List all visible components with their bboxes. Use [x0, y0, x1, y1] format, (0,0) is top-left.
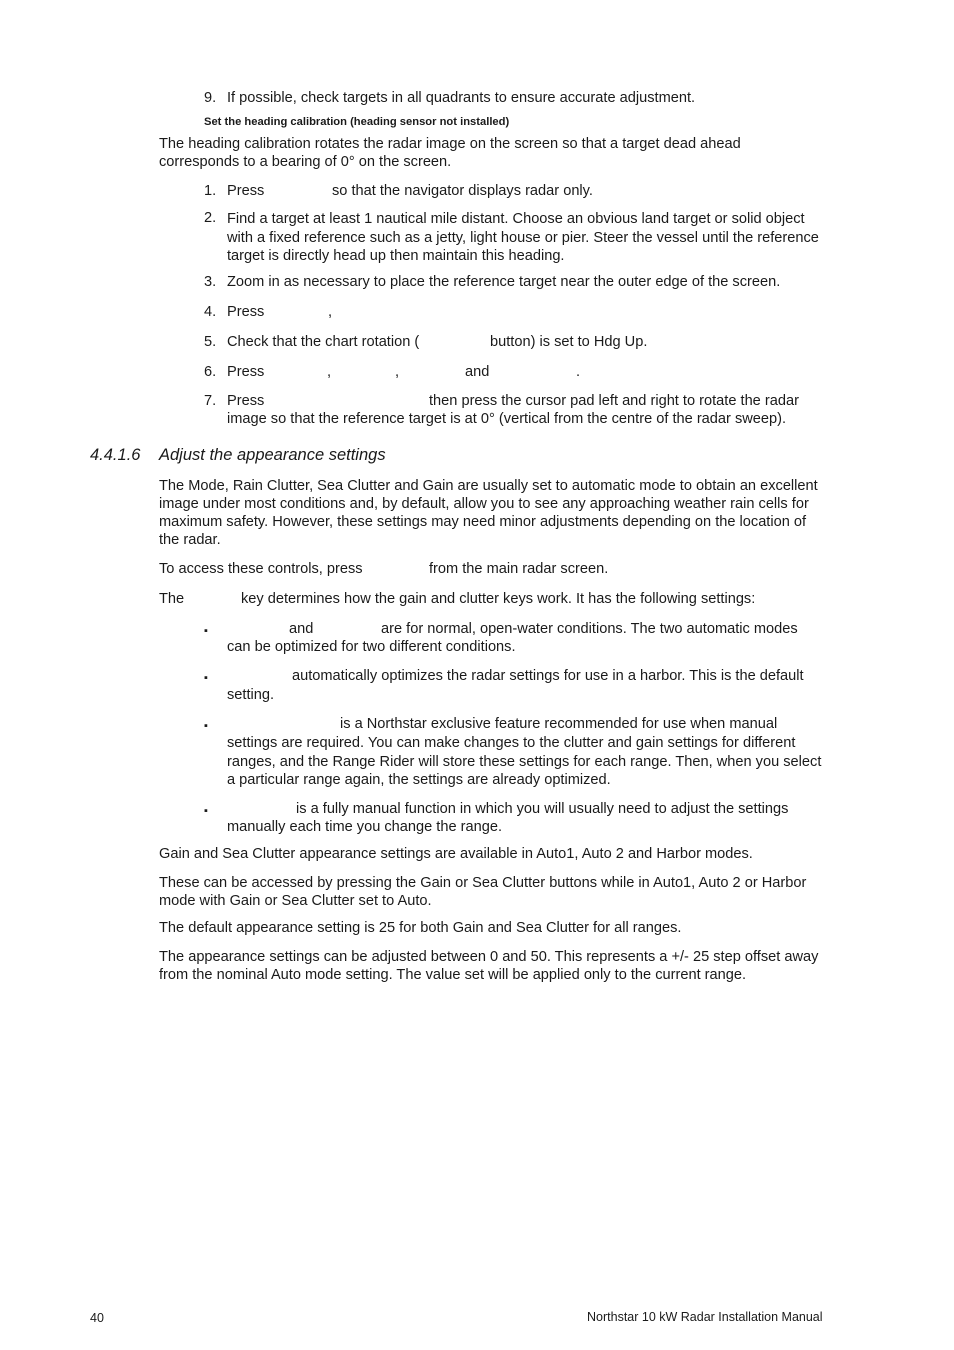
step-text: ,: [328, 304, 333, 320]
step-number: 4.: [204, 304, 217, 320]
step-text: and: [465, 364, 490, 380]
bullet-text: setting.: [227, 687, 275, 703]
section-title: Adjust the appearance settings: [159, 446, 386, 464]
paragraph-line: from the nominal Auto mode setting. The value set will be applied only to the current range.: [159, 967, 747, 983]
step-text: Press: [227, 393, 265, 409]
bullet-text: automatically optimizes the radar settings for use in a harbor. This is the default: [292, 668, 804, 684]
intro-line: corresponds to a bearing of 0° on the screen.: [159, 154, 452, 170]
bullet-icon: ▪: [204, 720, 208, 732]
step-text: then press the cursor pad left and right to rotate the radar: [429, 393, 799, 409]
bullet-text: can be optimized for two different conditions.: [227, 639, 516, 655]
bullet-text: is a fully manual function in which you will usually need to adjust the settings: [296, 801, 789, 817]
step-text: image so that the reference target is at 0° (vertical from the centre of the radar sweep).: [227, 411, 787, 427]
bullet-text: are for normal, open-water conditions. The two automatic modes: [381, 621, 798, 637]
paragraph: key determines how the gain and clutter keys work. It has the following settings:: [241, 591, 756, 607]
step-text: [227, 210, 819, 266]
bullet-line: a particular range again, the settings are already optimized.: [227, 772, 611, 788]
subheading: Set the heading calibration (heading sensor not installed): [204, 116, 510, 128]
paragraph-line: mode with Gain or Sea Clutter set to Auto.: [159, 893, 432, 909]
step-number: 9.: [204, 90, 217, 106]
step-text: Press: [227, 183, 265, 199]
bullet-line: settings are required. You can make changes to the clutter and gain settings for different: [227, 735, 796, 751]
paragraph: The: [159, 591, 185, 607]
bullet-icon: ▪: [204, 672, 208, 684]
paragraph-line: The appearance settings can be adjusted between 0 and 50. This represents a +/- 25 step offset away: [159, 949, 819, 965]
paragraph: The default appearance setting is 25 for both Gain and Sea Clutter for all ranges.: [159, 920, 682, 936]
step-text: Check that the chart rotation (: [227, 334, 420, 350]
section-number: 4.4.1.6: [90, 446, 141, 464]
bullet-icon: ▪: [204, 805, 208, 817]
paragraph-line: maximum safety. However, these settings may need minor adjustments depending on the location of: [159, 514, 807, 530]
paragraph-line: the radar.: [159, 532, 221, 548]
page-number: 40: [90, 1311, 104, 1325]
bullet-line: ranges, and the Range Rider will store these settings for each range. Then, when you select: [227, 753, 822, 770]
step-number: 2.: [204, 210, 217, 226]
step-number: 3.: [204, 274, 217, 290]
step-number: 1.: [204, 183, 217, 199]
step-number: 5.: [204, 334, 217, 350]
step-text: ,: [327, 364, 332, 380]
step-text: Zoom in as necessary to place the reference target near the outer edge of the screen.: [227, 274, 781, 290]
paragraph: from the main radar screen.: [429, 561, 609, 577]
step-line: Find a target at least 1 nautical mile distant. Choose an obvious land target or solid object: [227, 211, 805, 227]
intro-paragraph: [159, 135, 741, 171]
paragraph-line: These can be accessed by pressing the Gain or Sea Clutter buttons while in Auto1, Auto 2 or Harbor: [159, 875, 807, 891]
paragraph-line: The Mode, Rain Clutter, Sea Clutter and Gain are usually set to automatic mode to obtain an excellent: [159, 478, 818, 494]
bullet-text: manually each time you change the range.: [227, 819, 503, 835]
step-line: with a fixed reference such as a jetty, light house or pier. Steer the vessel until the reference: [227, 229, 819, 246]
paragraph: Gain and Sea Clutter appearance settings are available in Auto1, Auto 2 and Harbor modes.: [159, 846, 753, 862]
footer-title: Northstar 10 kW Radar Installation Manual: [587, 1310, 823, 1324]
step-text: Press: [227, 304, 265, 320]
step-number: 6.: [204, 364, 217, 380]
step-text: ,: [395, 364, 400, 380]
step-line: target is directly head up then maintain this heading.: [227, 248, 565, 264]
step-text: If possible, check targets in all quadrants to ensure accurate adjustment.: [227, 90, 696, 106]
step-text: .: [576, 364, 581, 380]
step-text: button) is set to Hdg Up.: [490, 334, 648, 350]
step-text: so that the navigator displays radar only.: [332, 183, 593, 199]
step-text: Press: [227, 364, 265, 380]
bullet-text: is a Northstar exclusive feature recommended for use when manual: [340, 716, 778, 732]
paragraph: [159, 948, 818, 984]
step-number: 7.: [204, 393, 217, 409]
paragraph: [159, 477, 818, 549]
paragraph: To access these controls, press: [159, 561, 363, 577]
paragraph: [159, 874, 806, 910]
paragraph-line: image under most conditions and, by default, allow you to see any approaching weather rain cells for: [159, 496, 809, 512]
bullet-text: and: [289, 621, 314, 637]
bullet-icon: ▪: [204, 625, 208, 637]
bullet-text: [227, 734, 821, 790]
intro-line: The heading calibration rotates the radar image on the screen so that a target dead ahead: [159, 136, 741, 152]
